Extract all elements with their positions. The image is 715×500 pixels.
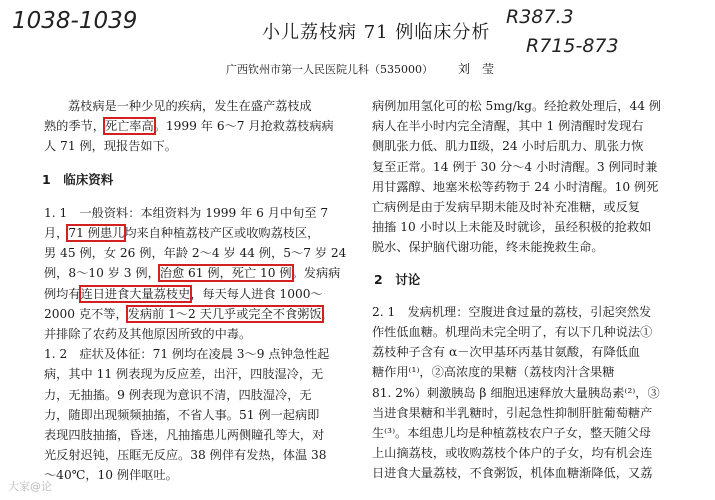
para-line: 日进食大量荔枝，不食粥饭，机体血糖渐降低，又荔	[372, 466, 653, 481]
para-line: 并排除了农药及其他原因所致的中毒。	[44, 327, 252, 342]
section-heading-discussion: 2 讨论	[374, 271, 421, 287]
para-line: 力，随即出现频频抽搐，不省人事。51 例一起病即	[44, 407, 320, 422]
author-line	[226, 60, 494, 77]
section-heading-clinical: 1 临床资料	[42, 171, 114, 187]
para-line: 侧肌张力低、肌力Ⅱ级，24 小时后肌力、肌张力恢	[372, 139, 644, 154]
handwritten-page-number: 1038-1039	[12, 8, 138, 34]
para-line: 2. 1 发病机理：空腹进食过量的荔枝，引起突然发	[372, 304, 652, 319]
intro-line: 荔枝病是一种少见的疾病，发生在盛产荔枝成	[68, 99, 312, 113]
para-line: 例均有连日进食大量荔枝史，每天每人进食 1000～	[44, 286, 323, 301]
para-line: 糖作用⁽¹⁾，②高浓度的果糖（荔枝肉汁含果糖	[372, 365, 615, 380]
highlight-outcome: 治愈 61 例，死亡 10 例	[159, 266, 292, 281]
para-line: 复至正常。14 例于 30 分～4 小时清醒。3 例同时兼	[372, 159, 658, 174]
para-line: 病，其中 11 例表现为反应差，出汗，四肢湿冷，无	[44, 367, 324, 382]
para-line: 1. 2 症状及体征：71 例均在凌晨 3～9 点钟急性起	[44, 347, 330, 362]
para-line: 上山摘荔枝，或收购荔枝个体户的子女，均有机会连	[372, 446, 653, 461]
para-line: 1. 1 一般资料：本组资料为 1999 年 6 月中旬至 7	[44, 205, 329, 220]
handwritten-classification-2: R715-873	[526, 35, 619, 57]
intro-line: 熟的季节，死亡率高。1999 年 6～7 月抢救荔枝病病	[44, 119, 334, 134]
para-line: 作性低血糖。机理尚未完全明了，有以下几种说法①	[372, 325, 653, 340]
affiliation: 广西钦州市第一人民医院儿科（535000）	[226, 63, 433, 76]
para-line: 用甘露醇、地塞米松等药物于 24 小时清醒。10 例死	[372, 179, 659, 194]
para-line: 当进食果糖和半乳糖时，引起急性抑制肝脏葡萄糖产	[372, 405, 653, 420]
para-line: 抽搐 10 小时以上未能及时就诊，虽经积极的抢救如	[372, 220, 652, 235]
para-line: 2000 克不等，发病前 1～2 天几乎或完全不食粥饭，	[44, 306, 334, 321]
para-line: 亡病例是由于发病早期未能及时补充准糖，或反复	[372, 200, 641, 215]
para-line: ～40℃，10 例伴呕吐。	[44, 468, 178, 483]
article-title: 小儿荔枝病 71 例临床分析	[262, 22, 491, 43]
handwritten-classification-1: R387.3	[506, 6, 574, 28]
para-line: 表现四肢抽搐，昏迷，凡抽搐患儿两侧瞳孔等大，对	[44, 428, 325, 443]
para-line: 例，8～10 岁 3 例，治愈 61 例，死亡 10 例。发病病	[44, 266, 341, 281]
highlight-71-cases: 71 例患儿	[68, 226, 125, 241]
para-line: 生⁽³⁾。本组患儿均是种植荔枝农户子女，整天随父母	[372, 426, 651, 441]
para-line: 荔枝种子含有 α－次甲基环丙基甘氨酸，有降低血	[372, 345, 641, 360]
para-line: 病例加用氢化可的松 5mg/kg。经抢救处理后，44 例	[372, 99, 662, 113]
highlight-no-meals: 发病前 1～2 天几乎或完全不食粥饭	[127, 306, 322, 321]
para-line: 病人在半小时内完全清醒，其中 1 例清醒时发现右	[372, 119, 644, 134]
para-line: 脱水、保护脑代谢功能，终未能挽救生命。	[372, 240, 604, 255]
left-column	[44, 96, 358, 486]
author: 刘 莹	[458, 62, 495, 76]
highlight-mortality: 死亡率高	[104, 119, 154, 134]
para-line: 力，无抽搐。9 例表现为意识不清，四肢湿冷，无	[44, 387, 312, 402]
para-line: 男 45 例，女 26 例，年龄 2～4 岁 44 例，5～7 岁 24	[44, 246, 347, 261]
para-line: 光反射迟钝，压眶无反应。38 例伴有发热，体温 38	[44, 448, 327, 463]
right-column	[372, 96, 690, 484]
highlight-lychee-history: 连日进食大量荔枝史	[80, 286, 191, 301]
intro-line: 人 71 例，现报告如下。	[44, 139, 177, 154]
para-line: 81. 2%）刺激胰岛 β 细胞迅速释放大量胰岛素⁽²⁾，③	[372, 385, 660, 400]
watermark: 大家@论	[8, 480, 52, 493]
para-line: 月，71 例患儿均来自种植荔枝产区或收购荔枝区，	[44, 226, 320, 241]
